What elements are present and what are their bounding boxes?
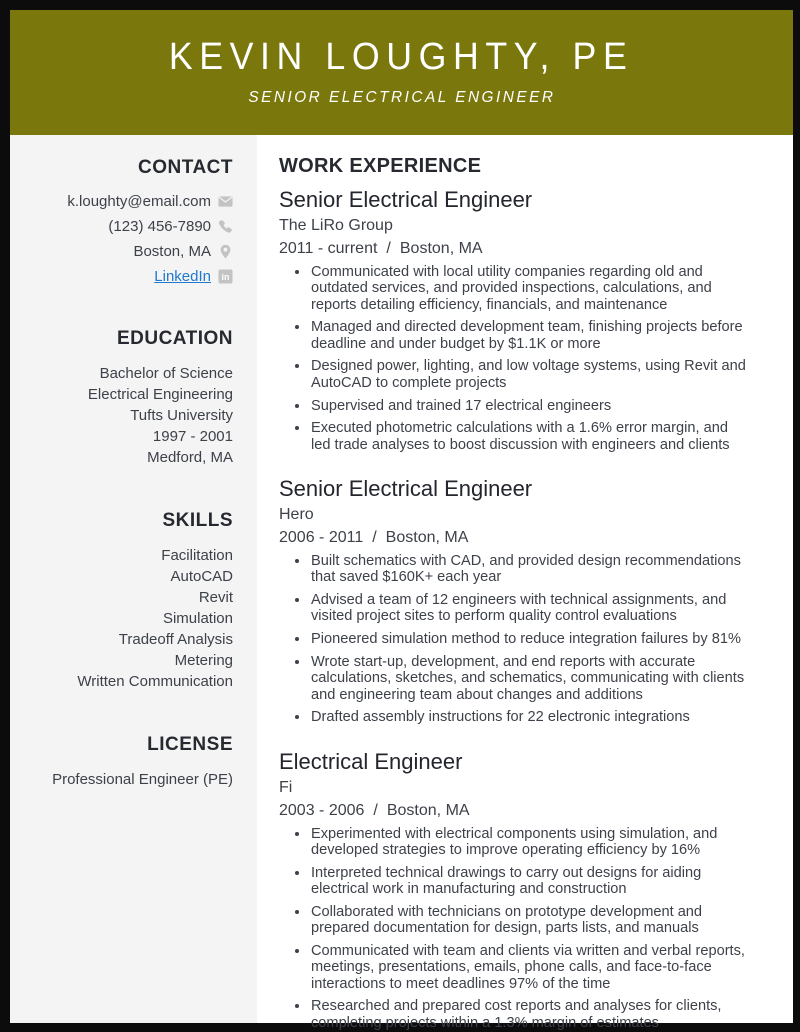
candidate-job-title: SENIOR ELECTRICAL ENGINEER (247, 89, 556, 106)
envelope-icon (218, 194, 233, 209)
contact-section (24, 157, 233, 286)
job-company: Hero (279, 505, 314, 523)
skills-item: Written Communication (77, 673, 233, 690)
skills-section (24, 510, 233, 692)
job-entry (279, 476, 749, 726)
education-section (24, 328, 233, 468)
job-bullet: • Researched and prepared cost reports and analyses for clients, completing projects within a 1.3% margin of estimates (310, 998, 749, 1031)
job-dates: 2006 - 2011 (279, 528, 364, 546)
job-location: Boston, MA (385, 528, 469, 546)
job-bullet: • Communicated with local utility companies regarding old and outdated services, and provided inspections, calculations, and reports detailing efficiency, financials, and maintenance (310, 264, 749, 313)
job-location: Boston, MA (399, 240, 483, 257)
contact-heading: CONTACT (138, 157, 233, 178)
job-bullet: • Interpreted technical drawings to carry out designs for aiding electrical work in manufacturing and construction (310, 865, 749, 898)
skills-list (24, 545, 233, 692)
sidebar (10, 135, 257, 1023)
education-item: Tufts University (130, 407, 233, 424)
resume-header (10, 10, 793, 135)
skills-heading: SKILLS (162, 510, 233, 531)
svg-text:in: in (221, 272, 230, 283)
resume-body (10, 135, 793, 1031)
license-section (24, 734, 233, 790)
job-entry (279, 749, 749, 1031)
contact-item (24, 217, 233, 236)
skills-item: Revit (198, 589, 233, 606)
linkedin-link[interactable]: LinkedIn (154, 268, 211, 285)
date-location-separator: / (372, 528, 377, 546)
contact-item (24, 192, 233, 211)
job-company: The LiRo Group (279, 217, 393, 234)
date-location-separator: / (373, 801, 378, 819)
phone-icon (218, 219, 233, 234)
job-bullet: • Pioneered simulation method to reduce integration failures by 81% (310, 631, 749, 647)
job-title: Senior Electrical Engineer (279, 475, 533, 501)
contact-item[interactable] (24, 267, 233, 286)
job-location: Boston, MA (386, 801, 470, 819)
job-meta (279, 528, 749, 548)
job-meta (279, 801, 749, 821)
job-bullet: • Wrote start-up, development, and end reports with accurate calculations, sketches, and schematics, communicating with clients and engineering team about changes and additions (310, 654, 749, 703)
job-bullet: • Advised a team of 12 engineers with technical assignments, and visited project sites to perform quality control evaluations (310, 592, 749, 625)
education-heading: EDUCATION (116, 328, 233, 349)
education-item: Bachelor of Science (99, 365, 233, 382)
location-pin-icon (218, 244, 233, 259)
job-bullet: • Experimented with electrical components using simulation, and developed strategies to improve operating efficiency by 16% (310, 826, 749, 859)
job-title: Senior Electrical Engineer (279, 187, 533, 212)
job-bullet: • Executed photometric calculations with a 1.6% error margin, and led trade analyses to boost discussion with engineers and clients (310, 420, 749, 453)
education-item: Medford, MA (147, 449, 233, 466)
job-bullet: • Built schematics with CAD, and provided design recommendations that saved $160K+ each year (310, 553, 749, 586)
job-bullet: • Supervised and trained 17 electrical engineers (310, 398, 749, 414)
contact-value: k.loughty@email.com (67, 193, 211, 210)
job-bullets (279, 264, 749, 453)
job-bullet: • Communicated with team and clients via written and verbal reports, meetings, presentations, emails, phone calls, and face-to-face interactions to meet deadlines 97% of the time (310, 943, 749, 992)
linkedin-icon (218, 269, 233, 284)
job-dates: 2003 - 2006 (279, 801, 365, 819)
education-list (24, 363, 233, 468)
job-entry (279, 187, 749, 453)
skills-item: Facilitation (161, 547, 233, 564)
job-dates: 2011 - current (279, 240, 378, 257)
license-item: Professional Engineer (PE) (52, 771, 233, 788)
skills-item: AutoCAD (170, 568, 233, 585)
job-bullets (279, 553, 749, 726)
job-bullets (279, 826, 749, 1031)
jobs-list (279, 187, 749, 1031)
resume-sheet (10, 10, 793, 1031)
license-list (24, 769, 233, 790)
job-bullet: • Drafted assembly instructions for 22 electronic integrations (310, 709, 749, 725)
date-location-separator: / (386, 240, 391, 257)
contact-value: (123) 456-7890 (108, 218, 211, 235)
work-experience-heading: WORK EXPERIENCE (279, 155, 482, 177)
contact-item (24, 242, 233, 261)
contact-list (24, 192, 233, 286)
candidate-name: KEVIN LOUGHTY, PE (169, 36, 634, 78)
job-company: Fi (279, 778, 293, 796)
job-meta (279, 239, 749, 259)
education-item: 1997 - 2001 (152, 428, 233, 445)
license-heading: LICENSE (147, 734, 233, 755)
contact-value: Boston, MA (133, 243, 211, 260)
skills-item: Metering (174, 652, 233, 669)
job-bullet: • Collaborated with technicians on prototype development and prepared documentation for design, parts lists, and manuals (310, 904, 749, 937)
job-bullet: • Designed power, lighting, and low voltage systems, using Revit and AutoCAD to complete projects (310, 358, 749, 391)
skills-item: Simulation (162, 610, 233, 627)
job-bullet: • Managed and directed development team, finishing projects before deadline and under budget by $1.1K or more (310, 319, 749, 352)
work-experience-column (257, 135, 793, 1031)
skills-item: Tradeoff Analysis (118, 631, 233, 648)
job-title: Electrical Engineer (279, 748, 463, 774)
education-item: Electrical Engineering (87, 386, 233, 403)
